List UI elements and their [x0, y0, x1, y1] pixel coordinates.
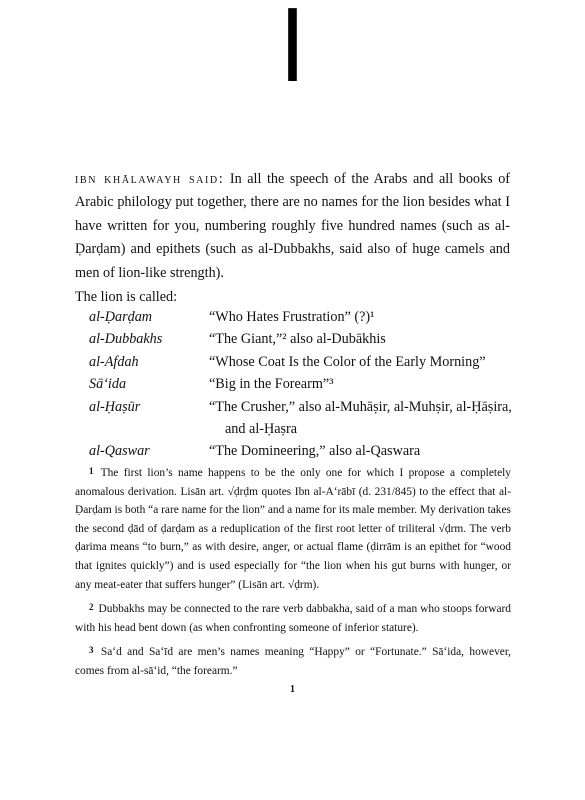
speaker-label: ibn khālawayh said:: [75, 171, 225, 187]
footnote: [75, 641, 511, 680]
lion-name-meaning: “Who Hates Frustration” (?)¹: [209, 309, 375, 325]
footnote: [75, 598, 511, 637]
lion-name-meaning: “Whose Coat Is the Color of the Early Morning”: [209, 353, 486, 370]
lion-name-meaning: and al-Ḥaṣra: [225, 421, 298, 438]
list-item: [89, 351, 519, 373]
footnote-marker: 3: [89, 645, 94, 656]
intro-text: In all the speech of the Arabs and all books of Arabic philology put together, there are no names for the lion besides what I have written for you, numbering roughly five hundred names (such as al-Ḍarḍam) and epithets (such as al-Dubbakhs, said also of huge camels and men of lion-like strength).: [75, 171, 511, 281]
list-item: [89, 440, 519, 462]
list-item-continuation: [89, 418, 519, 440]
footnote-text: The first lion’s name happens to be the only one for which I propose a completely anomalous derivation. Lisān art. √ḍrḍm quotes Ibn al-A‘rābī (d. 231/845) to the effect that al-Ḍarḍam is both “a rare name for the lion” and a name for its male member. My derivation takes the second ḍād of ḍarḍam as a reduplication of the first root letter of triliteral √ḍrm. The verb ḍarima means “to burn,” as with desire, anger, or actual flame (ḍirrām is an epithet for “wood that ignites quickly”) and is used especially for “the lion when his gut burns with hunger, or any meat-eater that suffers hunger” (Lisān art. √ḍrm).: [75, 467, 511, 591]
footnote: [75, 462, 511, 594]
lion-name: al-Dubbakhs: [89, 331, 163, 348]
list-item: [89, 396, 519, 418]
footnote-text: Sa‘d and Sa‘īd are men’s names meaning “Happy” or “Fortunate.” Sā‘ida, however, comes from al-sā‘id, “the forearm.”: [75, 646, 511, 677]
lion-names-list: [89, 306, 519, 463]
lion-name: Sā‘ida: [89, 376, 127, 393]
arabic-alif-ornament: ا: [279, 0, 306, 104]
lion-name: al-Qaswar: [89, 443, 150, 460]
lion-name-meaning: “The Domineering,” also al-Qaswara: [209, 443, 421, 460]
lion-name-meaning: “The Giant,”² also al-Dubākhis: [209, 331, 386, 348]
lion-name: al-Ḥaṣūr: [89, 398, 141, 415]
footnotes: [75, 462, 511, 685]
footnote-text: Dubbakhs may be connected to the rare verb dabbakha, said of a man who stoops forward with his head bent down (as when confronting someone of inferior stature).: [75, 603, 511, 634]
list-heading: The lion is called:: [75, 289, 178, 305]
list-item: [89, 328, 519, 350]
list-item: [89, 373, 519, 395]
lion-name: [89, 418, 209, 440]
lion-name-meaning: “The Crusher,” also al-Muhāṣir, al-Muhṣir, al-Ḥāṣira,: [209, 398, 512, 415]
intro-paragraph: [75, 168, 510, 285]
lion-name: al-Afdah: [89, 353, 139, 370]
lion-name: al-Ḍarḍam: [89, 309, 153, 325]
footnote-marker: 2: [89, 602, 94, 613]
page-number: 1: [290, 684, 295, 695]
list-item: [89, 306, 519, 328]
lion-name-meaning: “Big in the Forearm”³: [209, 376, 334, 393]
footnote-marker: 1: [89, 466, 94, 476]
